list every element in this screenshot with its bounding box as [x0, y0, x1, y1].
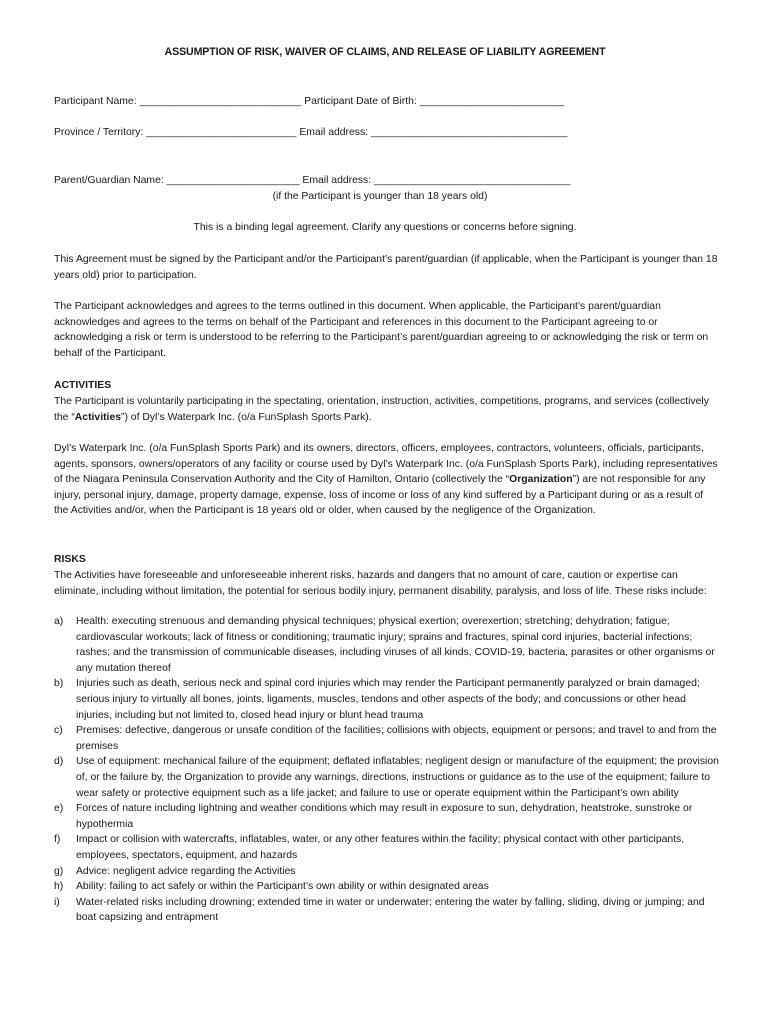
risk-item — [54, 801, 720, 832]
risk-letter: f) — [54, 834, 61, 846]
risk-text: Forces of nature including lightning and weather conditions which may result in exposure to sun, dehydration, heatstroke, sunstroke or hypothermia — [76, 803, 693, 830]
activities-p1-text-end: ”) of Dyl’s Waterpark Inc. (o/a FunSplash Sports Park). — [121, 411, 372, 423]
intro-paragraph-1: This Agreement must be signed by the Participant and/or the Participant’s parent/guardian (if applicable, when the Participant is younger than 18 years old) prior to participation. — [54, 254, 718, 281]
risk-letter: e) — [54, 803, 64, 815]
risk-letter: g) — [54, 865, 64, 877]
risk-letter: b) — [54, 678, 64, 690]
guardian-name-email-field-row[interactable]: Parent/Guardian Name: _______________________ Email address: __________________________________ — [54, 175, 571, 186]
document-title: ASSUMPTION OF RISK, WAIVER OF CLAIMS, AND RELEASE OF LIABILITY AGREEMENT — [164, 46, 606, 58]
risk-letter: a) — [54, 616, 64, 627]
risk-item — [54, 864, 720, 880]
activities-term: Activities — [74, 411, 121, 423]
guardian-note: (if the Participant is younger than 18 years old) — [272, 191, 488, 202]
risks-list — [54, 614, 720, 926]
risk-text: Health: executing strenuous and demanding physical techniques; physical exertion; overexertion; stretching; dehydration; fatigue; cardiovascular workouts; lack of fitness or conditioning; traumatic injury; sprains and fractures, spinal cord injuries, bacterial infections; rashes; and the transmission of communicable diseases, including viruses of all kinds, COVID-19, bacteria, parasites or other organisms or any mutation thereof — [76, 616, 715, 674]
risk-letter: d) — [54, 756, 64, 768]
risk-item — [54, 676, 720, 723]
participant-name-dob-field-row[interactable]: Participant Name: ____________________________ Participant Date of Birth: _________________________ — [54, 96, 565, 107]
risk-item — [54, 832, 720, 863]
activities-p2-text-end: ”) are not responsible for any injury, personal injury, damage, property damage, expense, loss of income or loss of any kind suffered by a Participant during or as a result of the Activities and/or, when the Participant is 18 years old or older, when caused by the negligence of the Organization. — [54, 474, 706, 517]
organization-term: Organization — [509, 474, 573, 486]
activities-p1-text: The Participant is voluntarily participating in the spectating, orientation, instruction, activities, competitions, programs, and services (collectively the “ — [54, 396, 709, 423]
risk-item — [54, 754, 720, 801]
risk-text: Advice: negligent advice regarding the Activities — [76, 865, 296, 877]
binding-notice: This is a binding legal agreement. Clarify any questions or concerns before signing. — [193, 222, 577, 233]
risk-letter: i) — [54, 896, 60, 908]
province-email-field-row[interactable]: Province / Territory: __________________________ Email address: __________________________________ — [54, 127, 568, 138]
activities-p2-text: Dyl’s Waterpark Inc. (o/a FunSplash Sports Park) and its owners, directors, officers, employees, contractors, volunteers, officials, participants, agents, sponsors, owners/operators of any facility or course used by Dyl’s Waterpark Inc. (o/a FunSplash Sports Park), including representatives of the Niagara Peninsula Conservation Authority and the City of Hamilton, Ontario (collectively the “ — [54, 443, 718, 486]
risk-item — [54, 614, 720, 676]
risk-text: Injuries such as death, serious neck and spinal cord injuries which may render the Participant permanently paralyzed or brain damaged; serious injury to virtually all bones, joints, ligaments, muscles, tendons and other aspects of the body; and concussions or other head injuries, including but not limited to, closed head injury or blunt head trauma — [76, 678, 700, 721]
risk-text: Water-related risks including drowning; extended time in water or underwater; entering the water by falling, sliding, diving or jumping; and boat capsizing and entrapment — [76, 896, 705, 924]
risk-text: Use of equipment: mechanical failure of the equipment; deflated inflatables; negligent design or manufacture of the equipment; the provision of, or the failure by, the Organization to provide any warnings, directions, instructions or guidance as to the use of the equipment; failure to wear safety or protective equipment such as a life jacket; and failure to use or operate equipment within the Participant’s own ability — [76, 756, 719, 799]
activities-paragraph-2 — [54, 441, 720, 519]
risk-letter: h) — [54, 881, 64, 893]
risk-text: Ability: failing to act safely or within the Participant’s own ability or within designated areas — [76, 881, 489, 893]
risk-text: Premises: defective, dangerous or unsafe condition of the facilities; collisions with objects, equipment or persons; and travel to and from the premises — [76, 725, 717, 752]
risks-intro: The Activities have foreseeable and unforeseeable inherent risks, hazards and dangers that no amount of care, caution or expertise can eliminate, including without limitation, the potential for serious bodily injury, permanent disability, paralysis, and loss of life. These risks include: — [54, 570, 707, 597]
risk-item — [54, 879, 720, 895]
activities-heading: ACTIVITIES — [54, 380, 112, 391]
intro-paragraph-2: The Participant acknowledges and agrees to the terms outlined in this document. When applicable, the Participant’s parent/guardian acknowledges and agrees to the terms on behalf of the Participant and references in this document to the Participant agreeing to or acknowledging a risk or term is understood to be referring to the Participant’s parent/guardian agreeing to or acknowledging the risk or term on behalf of the Participant. — [54, 301, 709, 359]
risk-item — [54, 723, 720, 754]
risks-heading: RISKS — [54, 554, 86, 565]
risk-item — [54, 895, 720, 926]
activities-paragraph-1 — [54, 394, 720, 425]
risk-letter: c) — [54, 725, 63, 737]
risk-text: Impact or collision with watercrafts, inflatables, water, or any other features within the facility; physical contact with other participants, employees, spectators, equipment, and hazards — [76, 834, 685, 861]
